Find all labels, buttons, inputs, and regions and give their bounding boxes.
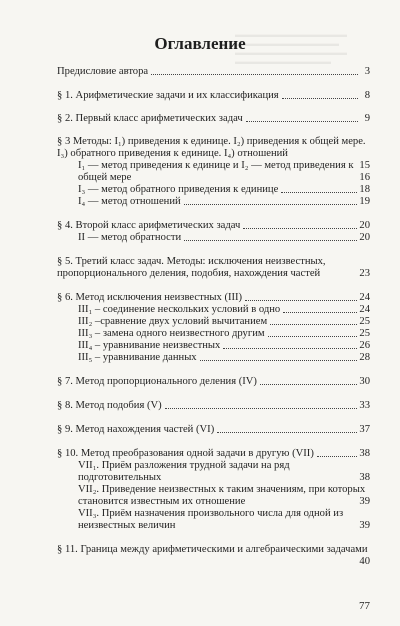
- leader-dots: [184, 240, 357, 241]
- leader-dots: [260, 384, 357, 385]
- toc-entry-title: § 2. Первый класс арифметических задач: [57, 113, 243, 124]
- toc-page-number: 24: [359, 304, 370, 315]
- toc-page-number: 19: [359, 196, 370, 207]
- toc-page-number: 23: [359, 268, 370, 279]
- leader-dots: [268, 336, 358, 337]
- leader-dots: [282, 98, 358, 99]
- toc-subentry: [57, 232, 370, 244]
- leader-dots: [283, 312, 357, 313]
- toc-entry-title: VII₂. Приведение неизвестных к таким значениям, при которых становится известным их отношение: [78, 484, 366, 507]
- toc-entry-title: III₅ – уравнивание данных: [78, 352, 197, 363]
- toc-entry-preface: [57, 66, 370, 78]
- toc-page-number: 37: [359, 424, 370, 435]
- toc-entry-section-2: [57, 113, 370, 125]
- leader-dots: [317, 456, 358, 457]
- toc-entry-title: § 1. Арифметические задачи и их классификация: [57, 90, 279, 101]
- leader-dots: [243, 228, 357, 229]
- toc-entry-title: § 9. Метод нахождения частей (VI): [57, 424, 215, 435]
- page-title: Оглавление: [154, 34, 246, 53]
- toc-subentry: [57, 460, 370, 484]
- toc-subentry: [57, 484, 370, 508]
- toc-entry-section-10: [57, 448, 370, 460]
- toc-page-number: 18: [359, 184, 370, 195]
- toc-page-number: 9: [364, 113, 370, 124]
- toc-entry-title: § 3 Методы: I₁) приведения к единице. I₂) приведения к общей мере. I₃) обратного приведения к единице. I₄) отношений: [57, 136, 366, 159]
- toc-subentry: [57, 352, 370, 364]
- toc-page-number: 20: [359, 232, 370, 243]
- toc-subentry: [57, 196, 370, 208]
- leader-dots: [245, 300, 357, 301]
- toc-page-number: 20: [359, 220, 370, 231]
- toc-entry-section-11: [57, 544, 370, 567]
- toc-entry-title: Предисловие автора: [57, 66, 149, 77]
- toc-page-number: 8: [364, 90, 370, 101]
- toc-entry-title: § 10. Метод преобразования одной задачи в другую (VII): [57, 448, 314, 459]
- toc-entry-section-8: [57, 400, 370, 412]
- toc-page-number: 40: [359, 556, 370, 567]
- table-of-contents: [57, 66, 370, 568]
- toc-entry-title: § 11. Граница между арифметическими и алгебраическими задачами: [57, 544, 368, 555]
- leader-dots: [165, 408, 358, 409]
- leader-dots: [217, 432, 357, 433]
- toc-entry-section-9: [57, 424, 370, 436]
- toc-entry-title: § 6. Метод исключения неизвестных (III): [57, 292, 243, 303]
- toc-page-number: 39: [359, 520, 370, 531]
- page-number: 77: [359, 600, 370, 612]
- leader-dots: [200, 360, 358, 361]
- toc-entry-title: § 4. Второй класс арифметических задач: [57, 220, 241, 231]
- toc-entry-section-5: [57, 256, 370, 280]
- toc-entry-title: I₃ — метод обратного приведения к единице: [78, 184, 279, 195]
- toc-subentry: [57, 304, 370, 316]
- leader-dots: [184, 204, 358, 205]
- toc-page-number: 30: [359, 376, 370, 387]
- toc-entry-title: VII₁. Приём разложения трудной задачи на ряд подготовительных: [78, 460, 290, 483]
- leader-dots: [281, 192, 357, 193]
- toc-entry-title: § 8. Метод подобия (V): [57, 400, 162, 411]
- toc-entry-title: § 7. Метод пропорционального деления (IV): [57, 376, 257, 387]
- toc-page-number: 38: [359, 448, 370, 459]
- toc-page-number: 15: [359, 160, 370, 171]
- toc-page-number: 38: [359, 472, 370, 483]
- toc-subentry: [57, 160, 370, 184]
- toc-entry-section-4: [57, 220, 370, 232]
- toc-subentry: [57, 316, 370, 328]
- toc-entry-title: II — метод обратности: [78, 232, 182, 243]
- toc-page-number: 25: [359, 316, 370, 327]
- toc-subentry: [57, 184, 370, 196]
- toc-entry-title: III₃ – замена одного неизвестного другим: [78, 328, 265, 339]
- toc-page-number: 28: [359, 352, 370, 363]
- show-through-text: ▬▬▬▬▬▬▬▬▬▬▬▬▬▬ ▬▬▬▬▬▬▬▬▬▬▬▬▬ ▬▬▬▬▬▬▬▬▬▬▬▬▬▬ ▬▬▬▬▬▬▬▬▬▬▬▬: [235, 30, 347, 66]
- toc-entry-title: I₄ — метод отношений: [78, 196, 181, 207]
- toc-entry-title: § 5. Третий класс задач. Методы: исключения неизвестных, пропорционального деления, подобия, нахождения частей: [57, 256, 326, 279]
- toc-entry-section-6: [57, 292, 370, 304]
- toc-page-number: 3: [364, 66, 370, 77]
- toc-page-number: 33: [359, 400, 370, 411]
- toc-page-number: 16: [359, 172, 370, 183]
- toc-entry-title: III₂ –сравнение двух условий вычитанием: [78, 316, 268, 327]
- toc-page-number: 39: [359, 496, 370, 507]
- leader-dots: [270, 324, 357, 325]
- toc-page-number: 25: [359, 328, 370, 339]
- leader-dots: [151, 74, 358, 75]
- leader-dots: [223, 348, 357, 349]
- toc-page-number: 26: [359, 340, 370, 351]
- toc-entry-title: III₁ – соединение нескольких условий в одно: [78, 304, 281, 315]
- toc-entry-title: I₁ — метод приведения к единице и I₂ — метод приведения к общей мере: [78, 160, 354, 183]
- toc-entry-section-1: [57, 90, 370, 102]
- toc-subentry: [57, 328, 370, 340]
- toc-entry-title: VII₃. Приём назначения произвольного числа для одной из неизвестных величин: [78, 508, 344, 531]
- toc-subentry: [57, 508, 370, 532]
- toc-entry-section-3: [57, 136, 370, 171]
- toc-entry-title: III₄ – уравнивание неизвестных: [78, 340, 221, 351]
- leader-dots: [246, 121, 358, 122]
- toc-entry-section-7: [57, 376, 370, 388]
- toc-page-number: 24: [359, 292, 370, 303]
- toc-subentry: [57, 340, 370, 352]
